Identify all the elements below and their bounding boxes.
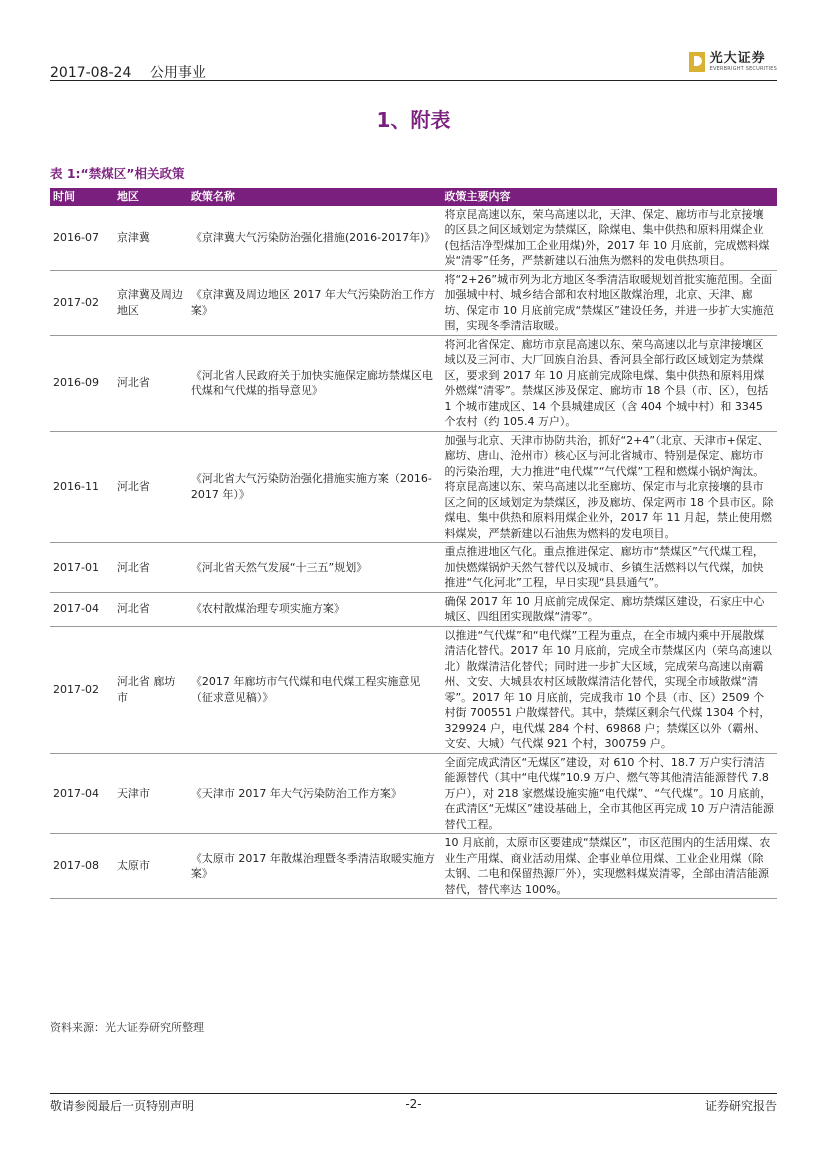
- policy-table: [50, 188, 777, 899]
- cell-policy: 《河北省人民政府关于加快实施保定廊坊禁煤区电代煤和气代煤的指导意见》: [188, 335, 442, 431]
- table-row: [50, 834, 777, 899]
- cell-region: 天津市: [114, 753, 188, 834]
- cell-content: 将河北省保定、廊坊市京昆高速以东、荣乌高速以北与京津接壤区域以及三河市、大厂回族自治县、香河县全部行政区域划定为禁煤区，要求到 2017 年 10 月底前完成除电煤、集中供热和原料用煤外燃煤“清零”。禁煤区涉及保定、廊坊市 18 个县（市、区），包括 1 个城市建成区、14 个县城建成区（含 404 个城中村）和 3345 个农村（约 105.4 万户）。: [441, 335, 777, 431]
- cell-time: 2017-01: [50, 543, 114, 593]
- cell-content: 将“2+26”城市列为北方地区冬季清洁取暖规划首批实施范围。全面加强城中村、城乡结合部和农村地区散煤治理，北京、天津、廊坊、保定市 10 月底前完成“禁煤区”建设任务，并进一步扩大实施范围，实现冬季清洁取暖。: [441, 270, 777, 335]
- cell-time: 2016-07: [50, 206, 114, 271]
- table-row: [50, 335, 777, 431]
- footer-report-type: 证券研究报告: [704, 1099, 777, 1113]
- cell-content: 确保 2017 年 10 月底前完成保定、廊坊禁煤区建设，石家庄中心城区、四组团实现散煤“清零”。: [441, 592, 777, 626]
- company-logo: [689, 52, 777, 72]
- cell-policy: 《京津冀及周边地区 2017 年大气污染防治工作方案》: [188, 270, 442, 335]
- cell-time: 2017-04: [50, 753, 114, 834]
- source-note: 资料来源：光大证券研究所整理: [50, 1021, 204, 1034]
- table-row: [50, 270, 777, 335]
- cell-policy: 《河北省大气污染防治强化措施实施方案（2016-2017 年）》: [188, 431, 442, 543]
- table-caption: 表 1:“禁煤区”相关政策: [50, 166, 185, 181]
- cell-content: 将京昆高速以东，荣乌高速以北，天津、保定、廊坊市与北京接壤的区县之间区域划定为禁煤区，除煤电、集中供热和原料用煤企业(包括洁净型煤加工企业用煤)外，2017 年 10 月底前，完成燃料煤炭“清零”任务，严禁新建以石油焦为燃料的发电供热项目。: [441, 206, 777, 271]
- header-divider: [50, 80, 777, 81]
- cell-time: 2016-09: [50, 335, 114, 431]
- table-row: [50, 206, 777, 271]
- table-row: [50, 626, 777, 753]
- cell-region: 河北省: [114, 335, 188, 431]
- cell-content: 以推进“气代煤”和“电代煤”工程为重点，在全市城内乘中开展散煤清洁化替代。2017 年 10 月底前，完成全市禁煤区内（荣乌高速以北）散煤清洁化替代；同时进一步扩大区域，完成荣乌高速以南霸州、文安、大城县农村区域散煤清洁化替代，实现全市域散煤“清零”。2017 年 10 月底前，完成我市 10 个县（市、区）2509 个村街 700551 户散煤替代。其中，禁煤区剩余气代煤 1304 个村，329924 户，电代煤 284 个村、69868 户；禁煤区以外（霸州、文安、大城）气代煤 921 个村，300759 户。: [441, 626, 777, 753]
- cell-time: 2017-02: [50, 270, 114, 335]
- cell-content: 10 月底前，太原市区要建成“禁煤区”，市区范围内的生活用煤、农业生产用煤、商业活动用煤、企事业单位用煤、工业企业用煤（除太钢、二电和保留热源厂外），实现燃料煤炭清零，全部由清洁能源替代，替代率达 100%。: [441, 834, 777, 899]
- header-policy: 政策名称: [190, 190, 235, 203]
- cell-content: 全面完成武清区“无煤区”建设，对 610 个村、18.7 万户实行清洁能源替代（其中“电代煤”10.9 万户、燃气等其他清洁能源替代 7.8 万户），对 218 家燃煤设施实施“电代煤”、“气代煤”。10 月底前，在武清区“无煤区”建设基础上，全市其他区再完成 10 万户清洁能源替代工程。: [441, 753, 777, 834]
- header-date: 2017-08-24: [50, 65, 132, 81]
- table-body: [50, 206, 777, 899]
- cell-region: 河北省: [114, 431, 188, 543]
- cell-region: 京津冀及周边地区: [114, 270, 188, 335]
- table-header-row: [50, 188, 777, 206]
- table-row: [50, 543, 777, 593]
- cell-policy: 《2017 年廊坊市气代煤和电代煤工程实施意见（征求意见稿）》: [188, 626, 442, 753]
- cell-policy: 《太原市 2017 年散煤治理暨冬季清洁取暖实施方案》: [188, 834, 442, 899]
- cell-time: 2017-08: [50, 834, 114, 899]
- page-header: [50, 62, 220, 82]
- cell-content: 重点推进地区气化。重点推进保定、廊坊市“禁煤区”气代煤工程，加快燃煤锅炉天然气替代以及城市、乡镇生活燃料以气代煤，加快推进“气化河北”工程，早日实现“县县通气”。: [441, 543, 777, 593]
- header-content: 政策主要内容: [444, 190, 511, 203]
- cell-policy: 《京津冀大气污染防治强化措施(2016-2017年)》: [188, 206, 442, 271]
- footer-divider: [50, 1093, 777, 1094]
- logo-cn: 光大证券: [709, 51, 766, 66]
- cell-region: 太原市: [114, 834, 188, 899]
- header-sector: 公用事业: [149, 65, 206, 81]
- page-number: -2-: [405, 1097, 422, 1111]
- cell-policy: 《农村散煤治理专项实施方案》: [188, 592, 442, 626]
- logo-text: [710, 52, 777, 72]
- cell-region: 京津冀: [114, 206, 188, 271]
- table-row: [50, 592, 777, 626]
- footer-disclaimer: 敬请参阅最后一页特别声明: [50, 1099, 195, 1113]
- header-region: 地区: [116, 190, 139, 203]
- cell-region: 河北省: [114, 543, 188, 593]
- cell-policy: 《河北省天然气发展“十三五”规划》: [188, 543, 442, 593]
- cell-time: 2017-04: [50, 592, 114, 626]
- cell-policy: 《天津市 2017 年大气污染防治工作方案》: [188, 753, 442, 834]
- cell-region: 河北省 廊坊市: [114, 626, 188, 753]
- cell-content: 加强与北京、天津市协防共治，抓好“2+4”（北京、天津市+保定、廊坊、唐山、沧州市）核心区与河北省城市、特别是保定、廊坊市的污染治理，大力推进“电代煤”“气代煤”工程和燃煤小锅炉淘汰。将京昆高速以东、荣乌高速以北至廊坊、保定市与北京接壤的县市区之间的区域划定为禁煤区，涉及廊坊、保定两市 18 个县市区。除煤电、集中供热和原料用煤企业外，2017 年 11 月起，禁止使用燃料煤炭，严禁新建以石油焦为燃料的发电项目。: [441, 431, 777, 543]
- header-time: 时间: [53, 190, 75, 203]
- cell-time: 2017-02: [50, 626, 114, 753]
- table-row: [50, 431, 777, 543]
- logo-en: EVERBRIGHT SECURITIES: [709, 66, 777, 72]
- section-title: 1、附表: [376, 108, 451, 132]
- cell-region: 河北省: [114, 592, 188, 626]
- logo-icon: [689, 52, 705, 72]
- cell-time: 2016-11: [50, 431, 114, 543]
- table-row: [50, 753, 777, 834]
